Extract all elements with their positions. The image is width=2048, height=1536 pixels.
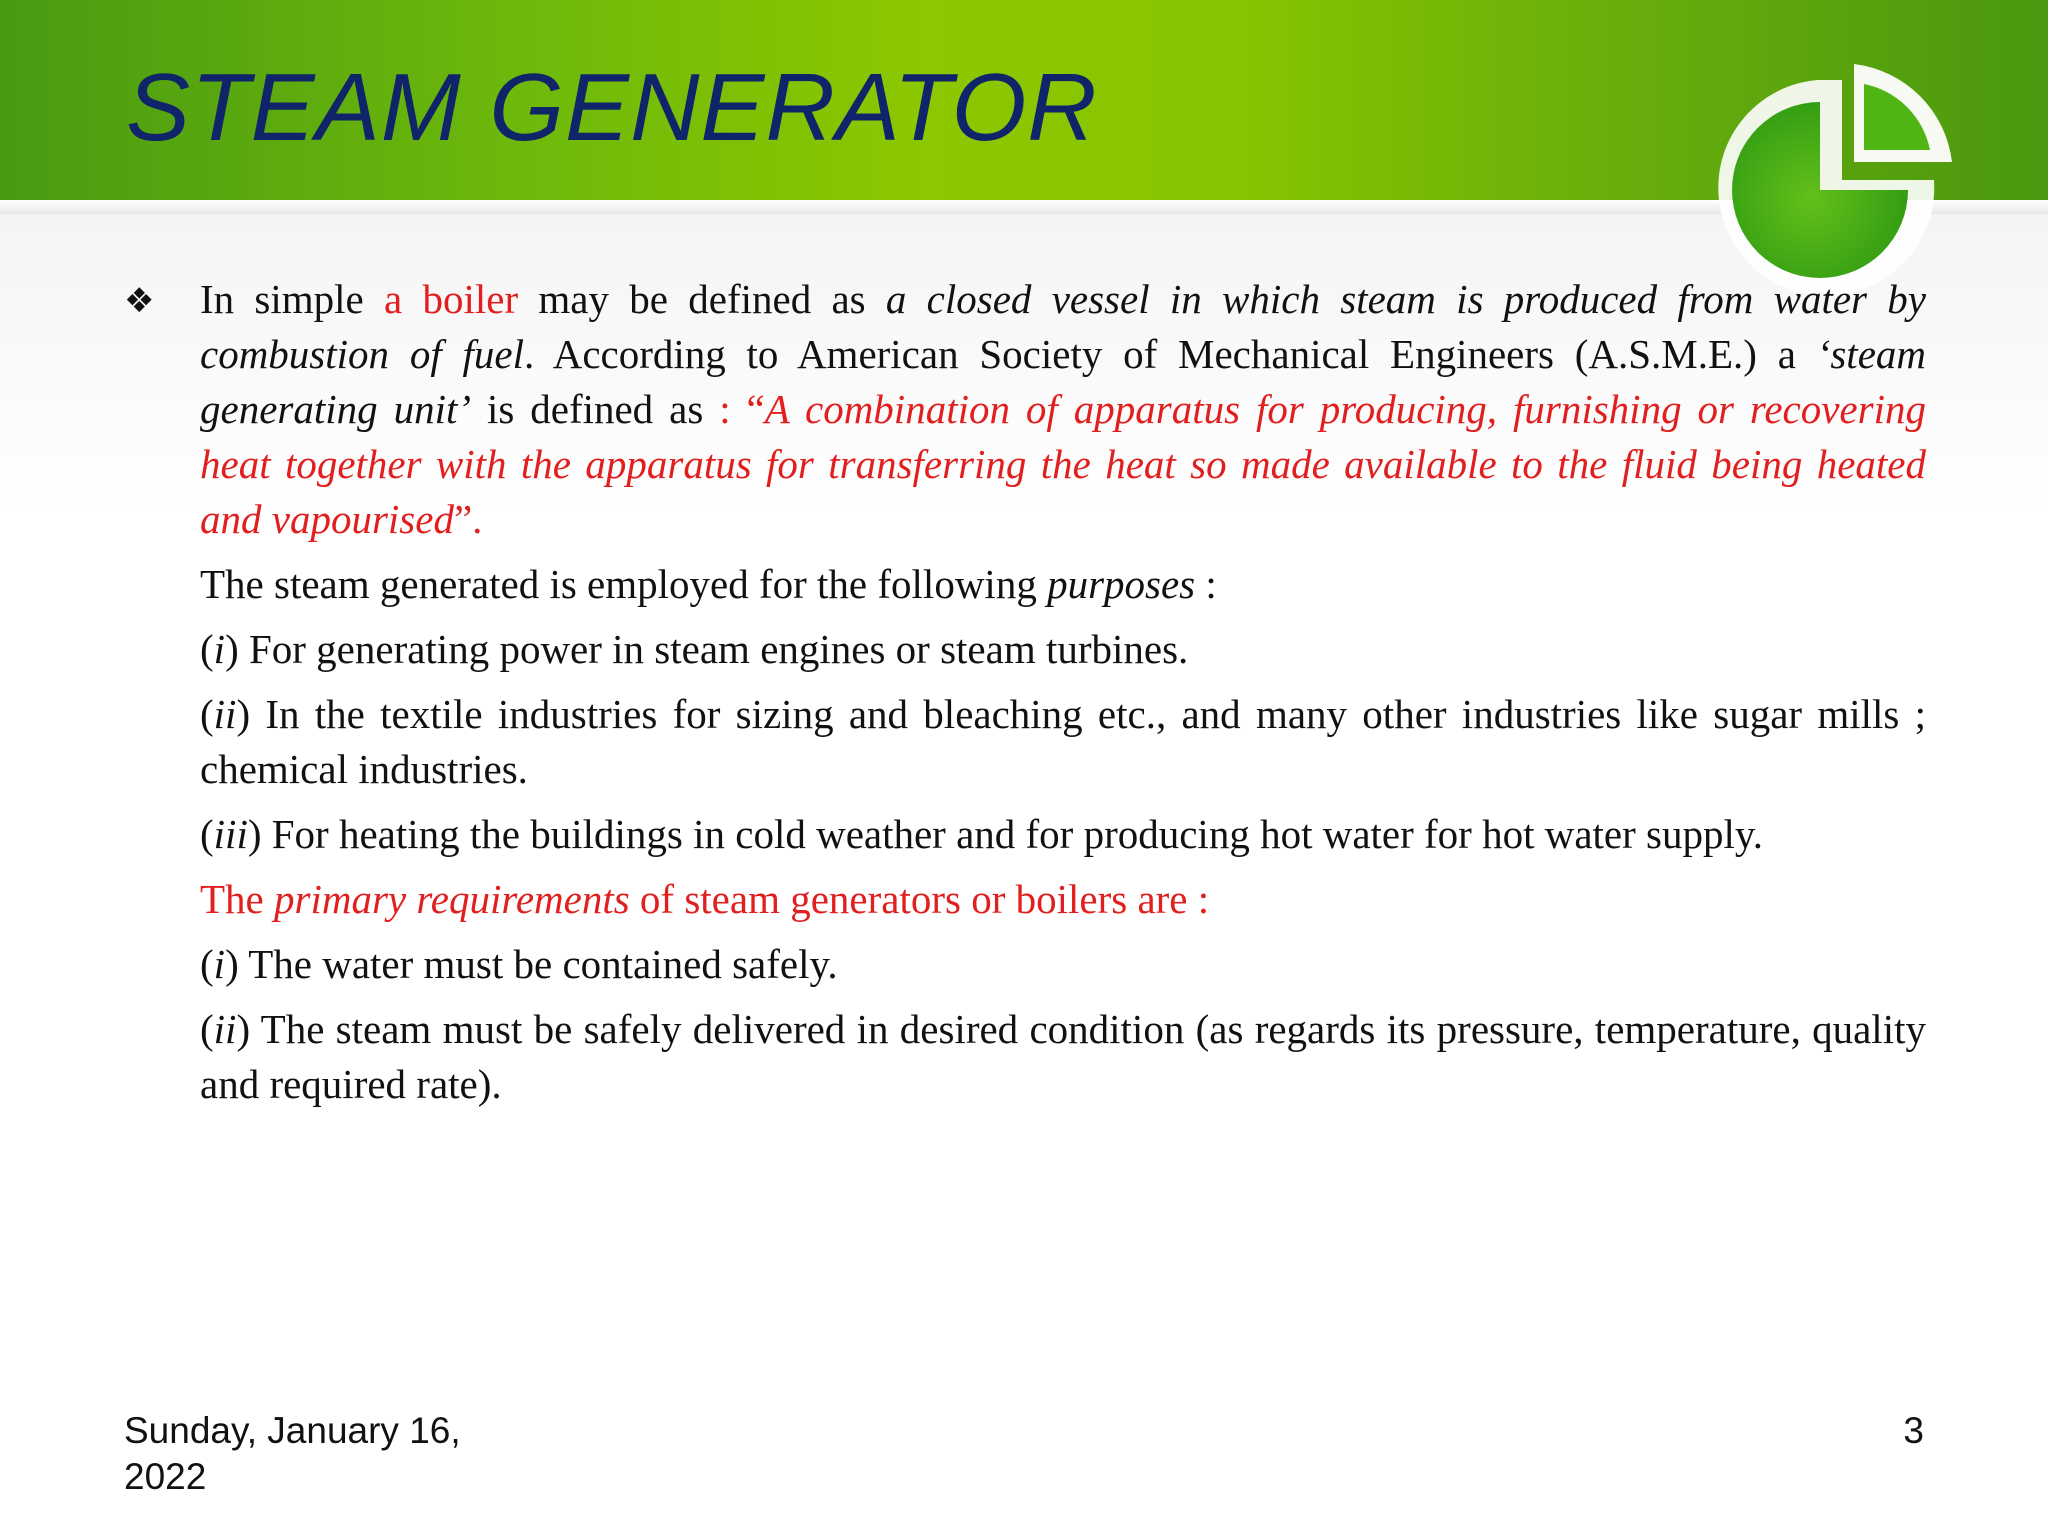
requirements-intro [200,872,1926,927]
definition-text: may be defined as [518,276,886,322]
four-diamond-bullet-icon: ❖ [124,281,155,321]
item-text: For heating the buildings in cold weather and for producing hot water for hot water supply. [261,811,1763,857]
item-text: For generating power in steam engines or steam turbines. [238,626,1189,672]
purposes-intro-text: The steam generated is employed for the following [200,561,1048,607]
requirement-item: (ii) The steam must be safely delivered in desired condition (as regards its pressure, temperature, quality and required rate). [200,1006,1926,1107]
item-text: The steam must be safely delivered in desired condition (as regards its pressure, temperature, quality and required rate). [200,1006,1926,1107]
asme-definition-quote: A combination of apparatus for producing, furnishing or recovering heat together with the apparatus for transferring the heat so made available to the fluid being heated and vapourised [200,386,1926,542]
slide-content [124,272,1926,1112]
item-number: i [213,941,226,987]
item-text: The water must be contained safely. [238,941,838,987]
green-pie-logo-icon [1668,40,1968,300]
purposes-colon: : [1195,561,1217,607]
steam-unit-term: ‘steam generating unit’ [200,331,1926,432]
boiler-definition: a closed vessel in which steam is produced from water by combustion of fuel [200,276,1926,377]
requirement-item: (i) The water must be contained safely. [200,941,838,987]
item-text: In the textile industries for sizing and bleaching etc., and many other industries like sugar mills ; chemical industries. [200,691,1926,792]
requirements-intro-text: The [200,876,274,922]
purpose-item: (i) For generating power in steam engines or steam turbines. [200,626,1189,672]
definition-paragraph [200,272,1926,547]
purposes-intro [200,557,1926,612]
purpose-item: (ii) In the textile industries for sizing and bleaching etc., and many other industries like sugar mills ; chemical industries. [200,691,1926,792]
definition-text: . According to American Society of Mechanical Engineers (A.S.M.E.) a [523,331,1817,377]
purposes-word: purposes [1047,561,1196,607]
page-number: 3 [1903,1410,1924,1451]
purpose-item: (iii) For heating the buildings in cold weather and for producing hot water for hot water supply. [200,811,1763,857]
item-number: i [213,626,226,672]
item-number: iii [213,811,248,857]
slide-title: STEAM GENERATOR [126,54,1098,161]
quote-close: ”. [453,496,483,542]
body-text [200,272,1926,1112]
item-number: ii [213,1006,237,1052]
item-number: ii [213,691,237,737]
definition-text: In simple [200,276,385,322]
boiler-term: a boiler [384,276,519,322]
primary-requirements-term: primary requirements [274,876,630,922]
quote-open: : “ [719,386,765,432]
definition-text: is defined as [471,386,720,432]
footer-date: Sunday, January 16, 2022 [124,1410,461,1497]
requirements-intro-text: of steam generators or boilers are : [629,876,1210,922]
